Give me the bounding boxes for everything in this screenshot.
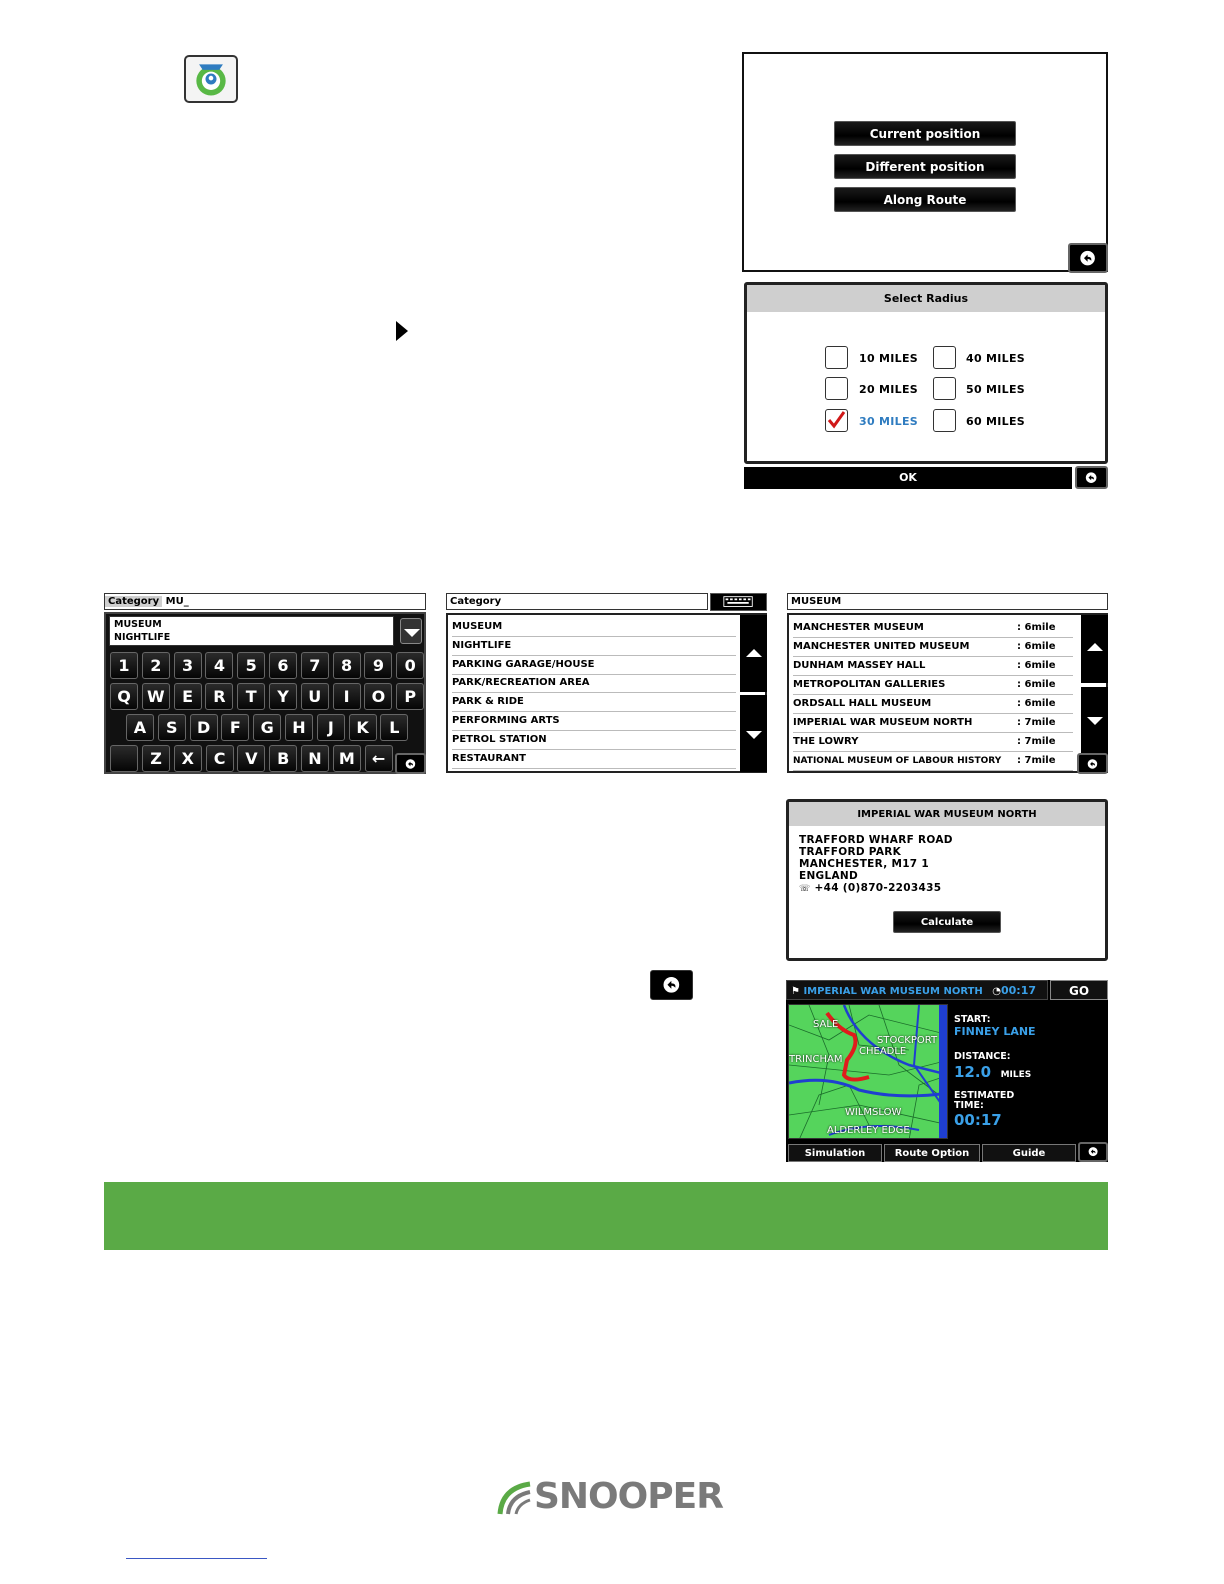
key-4[interactable]: 4 (205, 652, 233, 679)
key-blank[interactable] (110, 745, 138, 772)
radius-label-20: 20 MILES (859, 383, 919, 396)
estimated-label: ESTIMATED (954, 1090, 1015, 1101)
snooper-logo (496, 1476, 723, 1518)
category-list (446, 613, 767, 773)
key-8[interactable]: 8 (333, 652, 361, 679)
key-w[interactable]: W (142, 683, 170, 710)
key-1[interactable]: 1 (110, 652, 138, 679)
route-option-button[interactable]: Route Option (884, 1144, 980, 1162)
destination-name: IMPERIAL WAR MUSEUM NORTH (803, 986, 983, 997)
museum-result-row[interactable] (793, 733, 1073, 752)
radius-checkbox-40[interactable] (933, 346, 956, 369)
arrow-up-icon (746, 649, 762, 657)
scroll-down-button[interactable] (1081, 687, 1108, 755)
checkmark-icon (826, 410, 846, 430)
back-arrow-icon (657, 975, 686, 995)
map-label: SALE (813, 1019, 839, 1030)
map-label: CHEADLE (859, 1046, 907, 1057)
simulation-button[interactable]: Simulation (788, 1144, 882, 1162)
route-info-panel (954, 1014, 1104, 1129)
key-c[interactable]: C (206, 745, 234, 772)
dialog-title: Select Radius (747, 285, 1105, 312)
result-distance: : 6mile (1017, 660, 1056, 671)
radius-label-30: 30 MILES (859, 415, 919, 428)
result-name: METROPOLITAN GALLERIES (793, 679, 946, 690)
address-line: TRAFFORD PARK (799, 846, 902, 858)
scroll-up-button[interactable] (740, 615, 767, 692)
back-button[interactable] (1078, 1142, 1108, 1162)
result-name: MANCHESTER MUSEUM (793, 622, 924, 633)
radius-checkbox-60[interactable] (933, 409, 956, 432)
key-r[interactable]: R (205, 683, 233, 710)
museum-result-row[interactable] (793, 695, 1073, 714)
map-label: TRINCHAM (789, 1054, 843, 1065)
key-h[interactable]: H (285, 714, 313, 741)
key-f[interactable]: F (221, 714, 249, 741)
museum-result-row[interactable] (793, 752, 1073, 771)
route-summary-screen (786, 980, 1108, 1162)
distance-unit: MILES (1000, 1070, 1032, 1080)
address-line: TRAFFORD WHARF ROAD (799, 834, 953, 846)
map-label: WILMSLOW (845, 1107, 902, 1118)
key-u[interactable]: U (301, 683, 329, 710)
museum-result-row[interactable] (793, 676, 1073, 695)
back-arrow-icon (401, 758, 420, 770)
key-p[interactable]: P (396, 683, 424, 710)
key-n[interactable]: N (301, 745, 329, 772)
arrow-down-icon (746, 731, 762, 739)
key-a[interactable]: A (126, 714, 154, 741)
clock-icon: ◔ (992, 986, 1001, 997)
back-arrow-icon (1081, 471, 1101, 484)
category-search-field[interactable] (104, 593, 426, 610)
flag-icon: ⚑ (791, 986, 800, 997)
map-label: STOCKPORT (877, 1035, 938, 1046)
result-name: IMPERIAL WAR MUSEUM NORTH (793, 717, 973, 728)
back-arrow-icon (1083, 758, 1102, 770)
select-radius-dialog (744, 282, 1108, 464)
phone-number: +44 (0)870-2203435 (814, 882, 942, 894)
suggestion-item[interactable]: MUSEUM (114, 619, 162, 630)
key-3[interactable]: 3 (174, 652, 202, 679)
results-title: MUSEUM (791, 596, 842, 607)
green-banner (104, 1182, 1108, 1250)
key-6[interactable]: 6 (269, 652, 297, 679)
key-t[interactable]: T (237, 683, 265, 710)
key-y[interactable]: Y (269, 683, 297, 710)
result-name: MANCHESTER UNITED MUSEUM (793, 641, 970, 652)
category-list-item[interactable]: PARK/RECREATION AREA (452, 674, 736, 693)
guide-button[interactable]: Guide (982, 1144, 1076, 1162)
scroll-up-button[interactable] (1081, 615, 1108, 683)
museum-result-row[interactable] (793, 638, 1073, 657)
key-2[interactable]: 2 (142, 652, 170, 679)
calculate-button[interactable]: Calculate (893, 911, 1001, 933)
museum-result-row[interactable] (793, 619, 1073, 638)
arrow-down-icon (1087, 717, 1103, 725)
key-e[interactable]: E (174, 683, 202, 710)
eta-time: 00:17 (1001, 984, 1037, 997)
key-x[interactable]: X (174, 745, 202, 772)
result-name: NATIONAL MUSEUM OF LABOUR HISTORY (793, 756, 1002, 766)
different-position-button[interactable]: Different position (834, 154, 1016, 179)
radius-label-60: 60 MILES (966, 415, 1026, 428)
back-button[interactable] (395, 753, 426, 774)
field-label: Category (105, 596, 162, 607)
result-distance: : 7mile (1017, 755, 1056, 766)
snooper-swirl-icon (496, 1478, 536, 1518)
key-m[interactable]: M (333, 745, 361, 772)
distance-row (954, 1062, 1104, 1081)
footer-link-underline[interactable] (126, 1558, 267, 1559)
back-button-reference (650, 970, 693, 1000)
time-label: TIME: (954, 1100, 984, 1111)
result-distance: : 6mile (1017, 622, 1056, 633)
category-list-item[interactable]: PARKING GARAGE/HOUSE (452, 656, 736, 675)
museum-result-row[interactable] (793, 714, 1073, 733)
address-line: ENGLAND (799, 870, 858, 882)
key-l[interactable]: L (380, 714, 408, 741)
key-q[interactable]: Q (110, 683, 138, 710)
key-z[interactable]: Z (142, 745, 170, 772)
back-button[interactable] (1068, 243, 1108, 273)
estimated-time-value: 00:17 (954, 1111, 1002, 1129)
key-k[interactable]: K (349, 714, 377, 741)
result-distance: : 6mile (1017, 679, 1056, 690)
field-value: MU_ (165, 596, 189, 607)
key-j[interactable]: J (317, 714, 345, 741)
back-arrow-icon (1084, 1146, 1102, 1157)
key-b[interactable]: B (269, 745, 297, 772)
position-menu-screen (742, 52, 1108, 272)
category-list-item[interactable]: RESTAURANT (452, 750, 736, 769)
poi-detail-screen (786, 799, 1108, 961)
back-arrow-icon (1075, 249, 1100, 267)
key-9[interactable]: 9 (364, 652, 392, 679)
result-name: THE LOWRY (793, 736, 859, 747)
phone-line (799, 882, 941, 894)
route-header (786, 980, 1048, 1000)
museum-results-list (787, 613, 1108, 773)
back-button[interactable] (1075, 466, 1108, 489)
category-list-item[interactable]: PETROL STATION (452, 731, 736, 750)
key-0[interactable]: 0 (396, 652, 424, 679)
category-list-item[interactable]: PERFORMING ARTS (452, 712, 736, 731)
keyboard-icon[interactable] (710, 593, 767, 611)
key-d[interactable]: D (190, 714, 218, 741)
result-distance: : 6mile (1017, 698, 1056, 709)
category-list-item[interactable]: PARK & RIDE (452, 693, 736, 712)
back-button[interactable] (1077, 753, 1108, 774)
radius-label-40: 40 MILES (966, 352, 1026, 365)
key-i[interactable]: I (333, 683, 361, 710)
radius-label-50: 50 MILES (966, 383, 1026, 396)
ok-button[interactable]: OK (744, 467, 1072, 489)
chevron-down-icon (404, 629, 420, 637)
radius-checkbox-50[interactable] (933, 377, 956, 400)
poi-app-icon[interactable] (184, 55, 238, 103)
key-7[interactable]: 7 (301, 652, 329, 679)
category-list-item[interactable]: NIGHTLIFE (452, 637, 736, 656)
result-distance: : 7mile (1017, 736, 1056, 747)
key-5[interactable]: 5 (237, 652, 265, 679)
keyboard-panel (104, 612, 426, 774)
distance-label: DISTANCE: (954, 1051, 1011, 1062)
address-line: MANCHESTER, M17 1 (799, 858, 929, 870)
map-label: ALDERLEY EDGE (827, 1125, 910, 1136)
radius-label-10: 10 MILES (859, 352, 919, 365)
along-route-button[interactable]: Along Route (834, 187, 1016, 212)
dropdown-toggle[interactable] (400, 618, 422, 644)
key-g[interactable]: G (253, 714, 281, 741)
results-title-bar (787, 593, 1108, 610)
suggestion-list (109, 616, 394, 646)
category-title-bar (446, 593, 708, 610)
play-arrow-icon (396, 321, 408, 341)
result-name: ORDSALL HALL MUSEUM (793, 698, 932, 709)
result-distance: : 7mile (1017, 717, 1056, 728)
scroll-down-button[interactable] (740, 695, 767, 772)
start-label: START: (954, 1014, 991, 1025)
result-name: DUNHAM MASSEY HALL (793, 660, 926, 671)
arrow-up-icon (1087, 643, 1103, 651)
suggestion-item[interactable]: NIGHTLIFE (114, 632, 171, 643)
detail-title: IMPERIAL WAR MUSEUM NORTH (789, 802, 1105, 826)
radius-checkbox-30[interactable] (825, 409, 848, 432)
key-o[interactable]: O (364, 683, 392, 710)
category-list-item[interactable]: MUSEUM (452, 618, 736, 637)
phone-icon: ☏ (799, 884, 811, 894)
go-button[interactable]: GO (1050, 980, 1108, 1000)
distance-value: 12.0 (954, 1063, 992, 1081)
key-backspace[interactable]: ← (365, 745, 393, 772)
current-position-button[interactable]: Current position (834, 121, 1016, 146)
radius-checkbox-20[interactable] (825, 377, 848, 400)
museum-result-row[interactable] (793, 657, 1073, 676)
start-value: FINNEY LANE (954, 1025, 1036, 1038)
key-s[interactable]: S (158, 714, 186, 741)
route-map[interactable] (788, 1004, 948, 1139)
key-v[interactable]: V (237, 745, 265, 772)
category-title: Category (450, 596, 502, 607)
result-distance: : 6mile (1017, 641, 1056, 652)
radius-checkbox-10[interactable] (825, 346, 848, 369)
logo-text: SNOOPER (534, 1476, 723, 1517)
